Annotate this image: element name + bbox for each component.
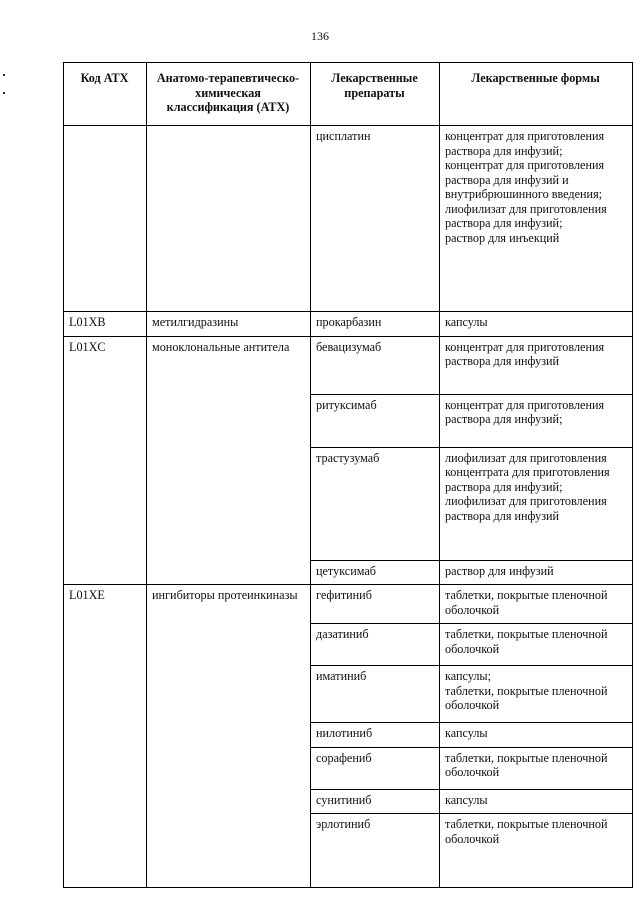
table-row xyxy=(64,585,633,624)
margin-mark xyxy=(3,92,5,94)
cell-code: L01XC xyxy=(64,336,147,585)
cell-forms: капсулы xyxy=(440,312,633,337)
cell-drug: иматиниб xyxy=(311,666,440,723)
table-row xyxy=(64,126,633,312)
cell-code xyxy=(64,126,147,312)
cell-forms: капсулы; таблетки, покрытые пленочной оболочкой xyxy=(440,666,633,723)
cell-forms: концентрат для приготовления раствора для инфузий; xyxy=(440,394,633,447)
cell-code: L01XE xyxy=(64,585,147,888)
cell-drug: бевацизумаб xyxy=(311,336,440,394)
cell-forms: концентрат для приготовления раствора для инфузий xyxy=(440,336,633,394)
cell-classification: ингибиторы протеинкиназы xyxy=(147,585,311,888)
cell-forms: капсулы xyxy=(440,789,633,814)
cell-classification: метилгидразины xyxy=(147,312,311,337)
cell-forms: концентрат для приготовления раствора для инфузий; концентрат для приготовления раствора для инфузий и внутрибрюшинного введения; лиофилизат для приготовления раствора для инфузий; раствор для инъекций xyxy=(440,126,633,312)
cell-forms: таблетки, покрытые пленочной оболочкой xyxy=(440,814,633,888)
cell-forms: капсулы xyxy=(440,723,633,748)
cell-drug: ритуксимаб xyxy=(311,394,440,447)
cell-drug: гефитиниб xyxy=(311,585,440,624)
cell-code: L01XB xyxy=(64,312,147,337)
header-drugs: Лекарственные препараты xyxy=(311,63,440,126)
cell-forms: раствор для инфузий xyxy=(440,560,633,585)
cell-classification: моноклональные антитела xyxy=(147,336,311,585)
cell-drug: сунитиниб xyxy=(311,789,440,814)
margin-mark xyxy=(3,74,5,76)
cell-drug: цетуксимаб xyxy=(311,560,440,585)
header-forms: Лекарственные формы xyxy=(440,63,633,126)
page-number: 136 xyxy=(311,29,329,43)
cell-drug: сорафениб xyxy=(311,747,440,789)
header-classification: Анатомо-терапевтическо-химическая классификация (АТХ) xyxy=(147,63,311,126)
table-row xyxy=(64,312,633,337)
cell-drug: нилотиниб xyxy=(311,723,440,748)
cell-drug: прокарбазин xyxy=(311,312,440,337)
cell-forms: лиофилизат для приготовления концентрата для приготовления раствора для инфузий; лиофилизат для приготовления раствора для инфузий xyxy=(440,447,633,560)
cell-forms: таблетки, покрытые пленочной оболочкой xyxy=(440,585,633,624)
cell-forms: таблетки, покрытые пленочной оболочкой xyxy=(440,747,633,789)
cell-drug: эрлотиниб xyxy=(311,814,440,888)
table-row xyxy=(64,336,633,394)
cell-forms: таблетки, покрытые пленочной оболочкой xyxy=(440,624,633,666)
cell-drug: трастузумаб xyxy=(311,447,440,560)
cell-drug: дазатиниб xyxy=(311,624,440,666)
cell-classification xyxy=(147,126,311,312)
header-code: Код АТХ xyxy=(64,63,147,126)
table-header-row xyxy=(64,63,633,126)
atx-table xyxy=(63,62,633,888)
cell-drug: цисплатин xyxy=(311,126,440,312)
